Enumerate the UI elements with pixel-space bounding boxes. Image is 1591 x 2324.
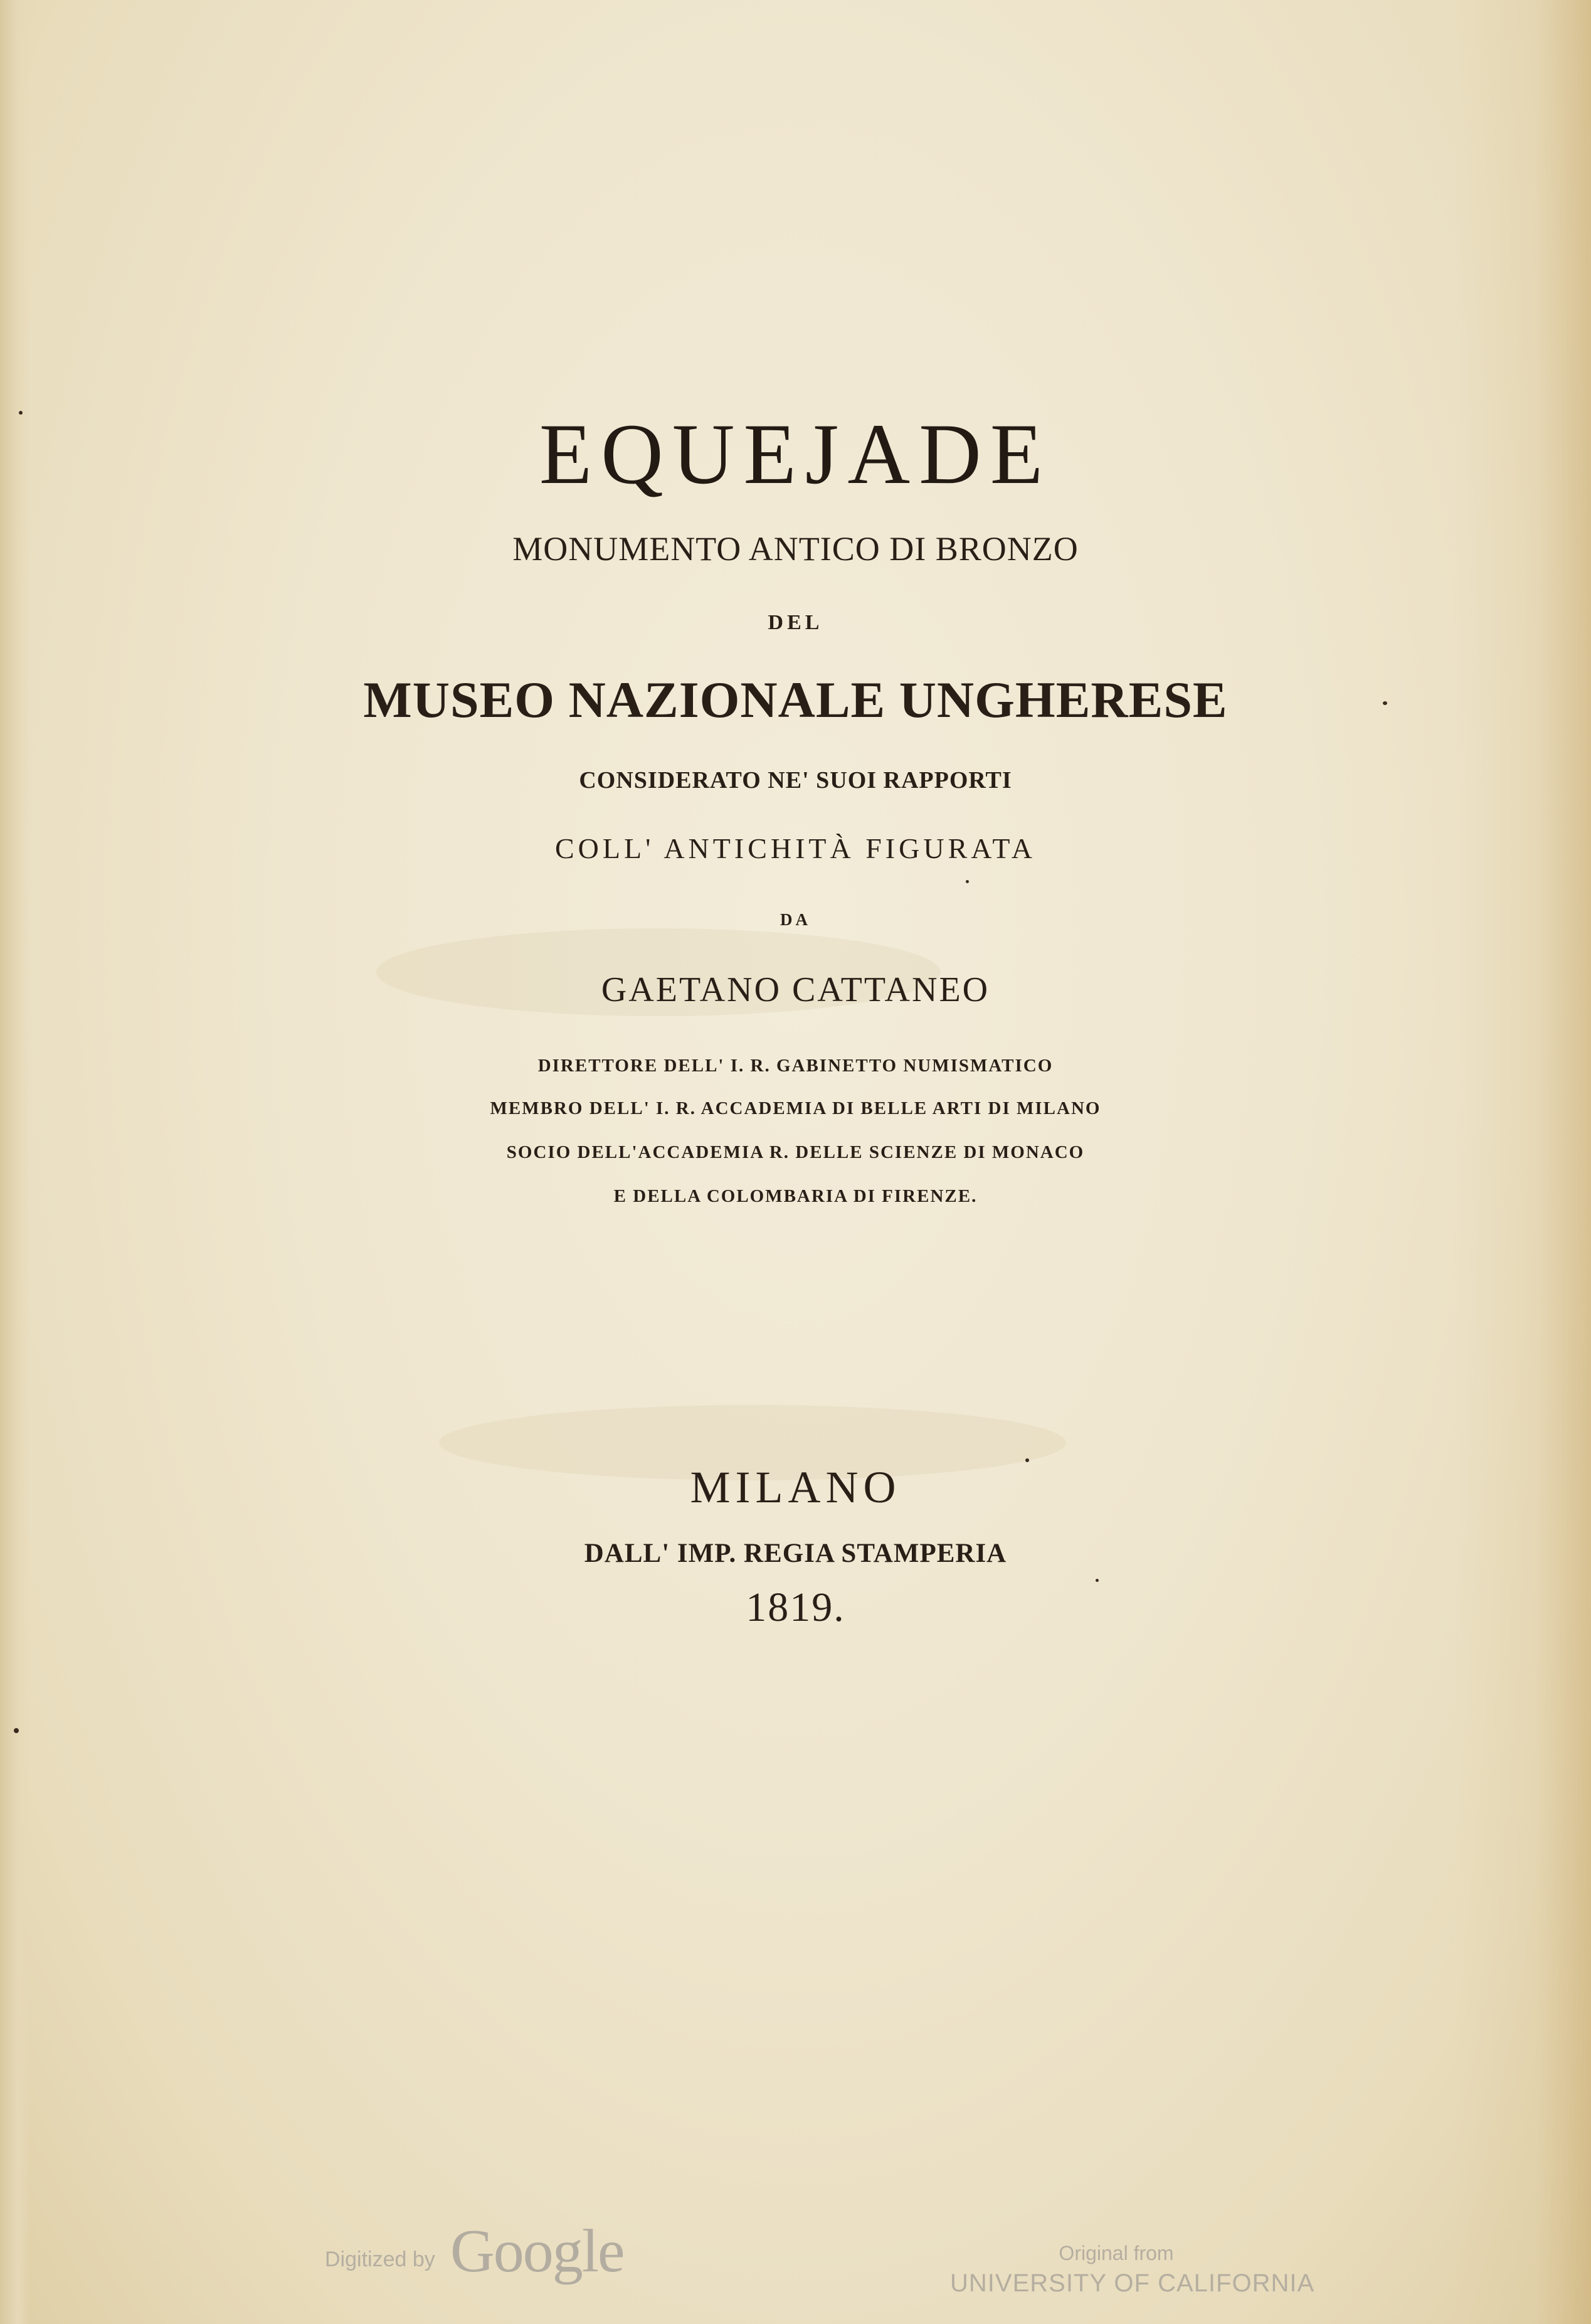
author-credential: E DELLA COLOMBARIA DI FIRENZE. bbox=[613, 1186, 978, 1206]
subtitle-connector: DEL bbox=[768, 611, 823, 634]
ink-speck bbox=[14, 1728, 19, 1733]
author-credential: SOCIO DELL'ACCADEMIA R. DELLE SCIENZE DI MONACO bbox=[506, 1142, 1085, 1162]
ink-speck bbox=[1096, 1579, 1099, 1582]
google-logo: Google bbox=[450, 2217, 624, 2285]
institution-name: UNIVERSITY OF CALIFORNIA bbox=[950, 2269, 1315, 2297]
page-left-edge bbox=[0, 0, 30, 2324]
museum-name: MUSEO NAZIONALE UNGHERESE bbox=[363, 671, 1228, 728]
original-from-label: Original from bbox=[1059, 2242, 1174, 2264]
ink-speck bbox=[1025, 1458, 1029, 1462]
by-label: DA bbox=[780, 910, 811, 929]
book-title: EQUEJADE bbox=[539, 406, 1052, 502]
author-credential: MEMBRO DELL' I. R. ACCADEMIA DI BELLE ARTI DI MILANO bbox=[490, 1098, 1101, 1118]
digitized-by-label: Digitized by bbox=[325, 2247, 435, 2271]
description-line-2: COLL' ANTICHITÀ FIGURATA bbox=[554, 832, 1037, 864]
ink-speck bbox=[966, 880, 969, 883]
author-name: GAETANO CATTANEO bbox=[601, 970, 990, 1009]
publication-city: MILANO bbox=[690, 1462, 901, 1512]
publication-year: 1819. bbox=[746, 1584, 845, 1630]
book-subtitle: MONUMENTO ANTICO DI BRONZO bbox=[512, 530, 1079, 568]
page-right-edge-stain bbox=[1453, 0, 1591, 2324]
description-line-1: CONSIDERATO NE' SUOI RAPPORTI bbox=[579, 767, 1012, 793]
printer-name: DALL' IMP. REGIA STAMPERIA bbox=[584, 1539, 1007, 1568]
author-credential: DIRETTORE DELL' I. R. GABINETTO NUMISMATICO bbox=[537, 1056, 1054, 1076]
